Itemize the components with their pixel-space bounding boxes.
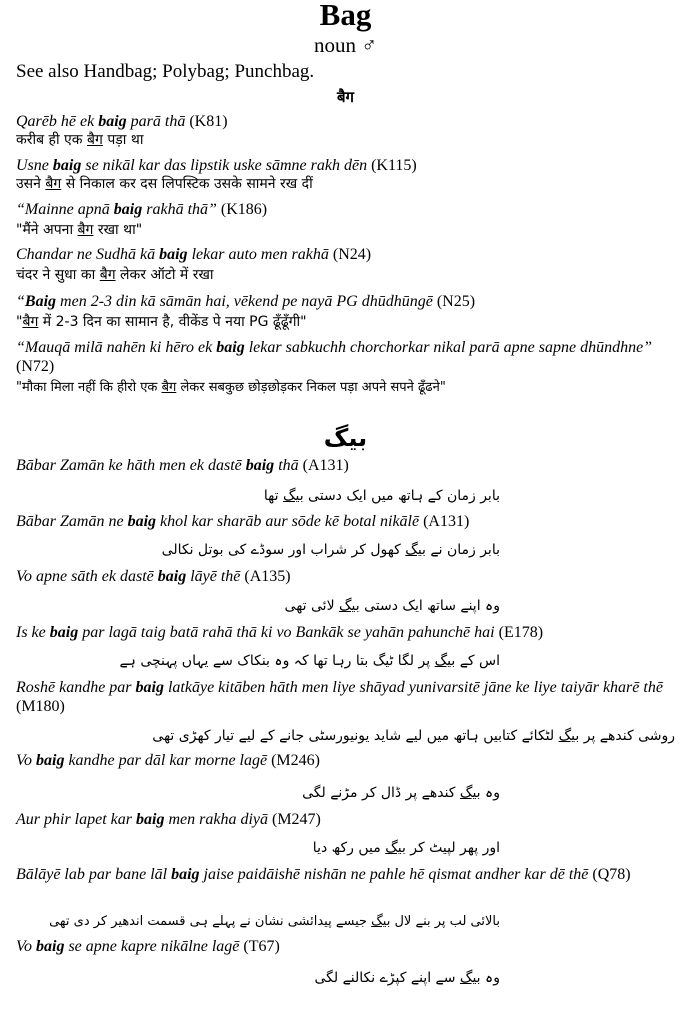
example-roman: Roshē kandhe par baig latkāye kitāben hāth men liye shāyad yunivarsitē jāne ke liye taiyār kharē thē (M180)	[16, 679, 663, 715]
example-hindi: चंदर ने सुधा का बैग लेकर ऑटो में रखा	[16, 267, 214, 283]
example-roman: Chandar ne Sudhā kā baig lekar auto men rakhā (N24)	[16, 246, 372, 263]
see-also: See also Handbag; Polybag; Punchbag.	[16, 61, 315, 82]
example-urdu: وہ بیگ سے اپنے کپڑے نکالنے لگی	[314, 970, 500, 986]
example-urdu: بابر زمان نے بیگ کھول کر شراب اور سوڈے کی بوتل نکالی	[161, 542, 500, 558]
example-urdu: وہ اپنے ساتھ ایک دستی بیگ لائی تھی	[284, 598, 500, 614]
hindi-script-heading: बैग	[336, 88, 354, 106]
example-roman: Aur phir lapet kar baig men rakha diyā (M247)	[16, 811, 321, 828]
example-roman: Bālāyē lab par bane lāl baig jaise paidāishē nishān ne pahle hē qismat andher kar dē thē (Q78)	[16, 866, 631, 883]
example-hindi: उसने बैग से निकाल कर दस लिपस्टिक उसके सामने रख दीं	[16, 176, 313, 192]
example-roman: Qarēb hē ek baig parā thā (K81)	[16, 113, 228, 130]
example-roman: Vo baig kandhe par dāl kar morne lagē (M246)	[16, 752, 320, 769]
example-urdu: بالائی لب پر بنے لال بیگ جیسے پیدائشی نشان نے پہلے ہی قسمت اندھیر کر دی تھی	[49, 914, 500, 929]
example-hindi: "मैंने अपना बैग रखा था"	[16, 222, 143, 238]
part-of-speech: noun ♂	[314, 33, 377, 57]
example-roman: “Mauqā milā nahēn ki hēro ek baig lekar sabkuchh chorchorkar nikal parā apne sapne dhūndhne” (N72)	[16, 339, 653, 375]
example-roman: Bābar Zamān ne baig khol kar sharāb aur sōde kē botal nikālē (A131)	[16, 513, 470, 530]
example-urdu: اس کے بیگ پر لگا ٹیگ بتا رہا تھا کہ وہ بنکاک سے یہاں پہنچی ہے	[119, 653, 500, 669]
example-hindi: "मौका मिला नहीं कि हीरो एक बैग लेकर सबकुछ छोड़छोड़कर निकल पड़ा अपने सपने ढूँढने"	[16, 380, 446, 395]
example-urdu: وہ بیگ کندھے پر ڈال کر مڑنے لگی	[302, 785, 500, 801]
urdu-script-heading: بیگ	[323, 424, 368, 452]
example-hindi: करीब ही एक बैग पड़ा था	[16, 132, 144, 148]
example-urdu: بابر زمان کے ہاتھ میں ایک دستی بیگ تھا	[263, 488, 500, 504]
example-urdu: اور پھر لپیٹ کر بیگ میں رکھ دیا	[312, 840, 500, 856]
example-urdu: روشی کندھے پر بیگ لٹکائے کتابیں ہاتھ میں لیے شاید یونیورسٹی جانے کے لیے تیار کھڑی تھی	[152, 728, 675, 744]
example-roman: Usne baig se nikāl kar das lipstik uske sāmne rakh dēn (K115)	[16, 157, 417, 174]
example-roman: Vo apne sāth ek dastē baig lāyē thē (A135)	[16, 568, 291, 585]
example-roman: Is ke baig par lagā taig batā rahā thā ki vo Bankāk se yahān pahunchē hai (E178)	[16, 624, 544, 641]
headword: Bag	[319, 0, 372, 32]
example-hindi: "बैग में 2-3 दिन का सामान है, वीकेंड पे नया PG ढूँढूँगी"	[16, 314, 307, 330]
example-roman: “Mainne apnā baig rakhā thā” (K186)	[16, 201, 268, 218]
example-roman: Vo baig se apne kapre nikālne lagē (T67)	[16, 938, 280, 955]
example-roman: “Baig men 2-3 din kā sāmān hai, vēkend pe nayā PG dhūdhūngē (N25)	[16, 293, 476, 310]
example-roman: Bābar Zamān ke hāth men ek dastē baig thā (A131)	[16, 457, 349, 474]
